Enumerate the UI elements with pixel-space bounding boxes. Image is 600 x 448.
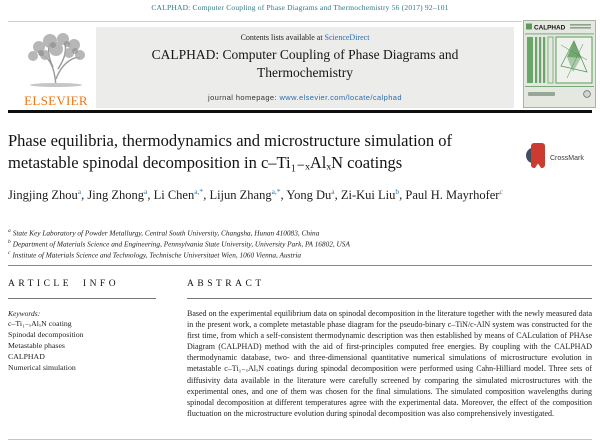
elsevier-logo	[14, 29, 98, 109]
elsevier-tree-icon	[23, 74, 89, 91]
keyword-item: Metastable phases	[8, 341, 65, 350]
article-info-heading: ARTICLE INFO	[8, 279, 120, 289]
header-black-rule	[8, 110, 592, 113]
author: Jingjing Zhou$^a$	[8, 187, 82, 203]
keywords-label: Keywords:	[8, 309, 41, 318]
abstract-text: Based on the experimental equilibrium data on spinodal decomposition in the literature together with the newly measured data in the present work, a complete metastable phase diagram for the pseudo-binary c–TiN/c-AlN system was constructed for the first time, from which a self-consistent thermodynamic description was then established by means of CALculation of PHAse Diagram (CALPHAD) method with the aid of first-principles computed free energies. By coupling with the CALPHAD thermodynamic database, two- and three-dimensional quantitative numerical simulations of microstructure evolution in metastable c–Ti₁₋ₓAlₓN coatings during spinodal decomposition were performed using Cahn-Hilliard model. Three sets of diffusivity data available in the literature were carefully screened by comparing the simulated microstructures with the experimental ones, and one of them was chosen for the final simulations. The simulated composition wavelengths during spinodal decomposition at different temperatures agree with the experimental data. Moreover, the effect of the composition fluctuation on the microstructure evolution during spinodal decomposition was also comprehensively investigated.	[187, 309, 592, 418]
keyword-item: Spinodal decomposition	[8, 330, 84, 339]
author: , Zi-Kui Liu$^b$	[334, 187, 400, 203]
keyword-item: Numerical simulation	[8, 363, 76, 372]
author: , Lijun Zhang$^{a,*}$	[203, 187, 281, 203]
article-info-section	[8, 279, 171, 373]
sections-divider	[8, 265, 592, 266]
cover-logo-icon	[526, 24, 532, 30]
contents-line	[96, 33, 514, 42]
author: , Li Chen$^{a,*}$	[147, 187, 204, 203]
abstract-rule	[187, 298, 592, 299]
article-title: Phase equilibria, thermodynamics and microstructure simulation of metastable spinodal decomposition in c–Ti₁₋ₓAlₓN coatings	[8, 131, 453, 172]
homepage-prefix: journal homepage:	[208, 93, 280, 102]
author-list	[8, 187, 520, 203]
page-citation: CALPHAD: Computer Coupling of Phase Diagrams and Thermochemistry 56 (2017) 92–101	[151, 3, 449, 12]
article-info-rule	[8, 298, 156, 299]
bottom-divider	[8, 439, 592, 440]
keyword-item: c–Ti₁₋ₓAlₓN coating	[8, 319, 72, 328]
journal-cover-thumbnail[interactable]	[523, 20, 596, 108]
keywords-list	[8, 318, 171, 373]
journal-homepage-link[interactable]: www.elsevier.com/locate/calphad	[279, 93, 402, 102]
affiliation-list	[8, 228, 568, 260]
journal-title: CALPHAD: Computer Coupling of Phase Diagrams and Thermochemistry	[151, 47, 459, 80]
cover-calphad-title: CALPHAD	[534, 24, 566, 32]
abstract-section	[187, 279, 592, 419]
abstract-heading: ABSTRACT	[187, 279, 265, 289]
affiliation: $^b$ Department of Materials Science and Engineering, Pennsylvania State University, University Park, PA 16802, USA	[8, 238, 350, 249]
keyword-item: CALPHAD	[8, 352, 45, 361]
elsevier-wordmark: ELSEVIER	[24, 93, 88, 108]
top-divider	[8, 21, 522, 22]
author: , Paul H. Mayrhofer$^c$	[399, 187, 503, 203]
crossmark-badge[interactable]	[526, 142, 584, 174]
crossmark-label: CrossMark	[550, 154, 584, 162]
affiliation: $^c$ Institute of Materials Science and Technology, Technische Universitaet Wien, 1060 Vienna, Austria	[8, 249, 302, 259]
crossmark-icon	[526, 142, 546, 174]
journal-banner	[96, 27, 514, 108]
cover-diagram-art	[556, 37, 592, 83]
journal-homepage-line	[96, 93, 514, 102]
affiliation: $^a$ State Key Laboratory of Powder Metallurgy, Central South University, Changsha, Hunan 410083, China	[8, 228, 320, 238]
author: , Jing Zhong$^a$	[81, 187, 148, 203]
contents-prefix: Contents lists available at	[240, 33, 325, 42]
sciencedirect-link[interactable]: ScienceDirect	[324, 33, 370, 42]
author: , Yong Du$^a$	[280, 187, 335, 203]
